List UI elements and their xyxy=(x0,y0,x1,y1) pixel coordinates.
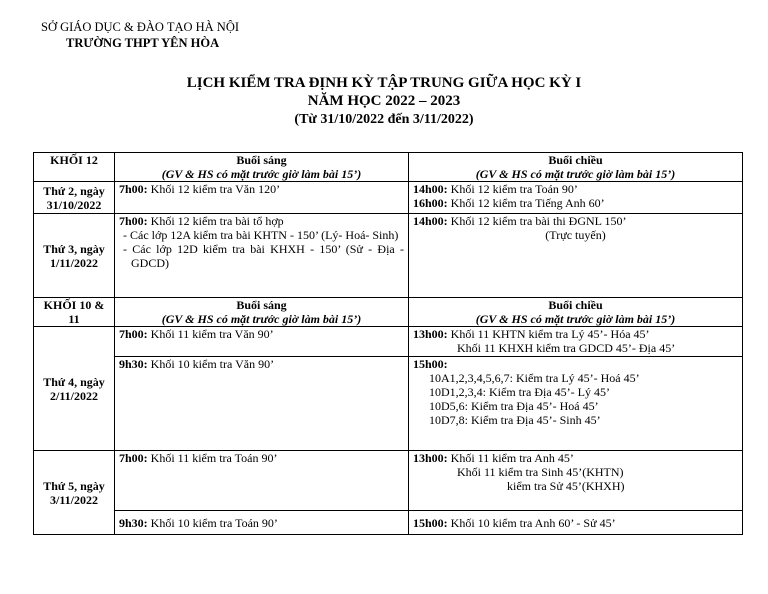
exam-text: Khối 12 kiểm tra bài thi ĐGNL 150’ xyxy=(447,214,627,228)
exam-bullet: - Các lớp 12A kiểm tra bài KHTN - 150’ (Lý- Hoá- Sinh) xyxy=(123,228,399,242)
exam-text: Khối 11 KHTN kiểm tra Lý 45’- Hóa 45’ xyxy=(447,327,650,341)
time-label: 15h00: xyxy=(413,515,448,530)
exam-schedule-table xyxy=(33,152,743,535)
row-wednesday-2 xyxy=(34,357,743,451)
morning-note: (GV & HS có mặt trước giờ làm bài 15’) xyxy=(161,312,362,326)
department-name: SỞ GIÁO DỤC & ĐÀO TẠO HÀ NỘI xyxy=(41,20,240,34)
day-thursday: Thứ 5, ngày 3/11/2022 xyxy=(34,451,115,535)
morning-label: Buổi sáng xyxy=(236,298,287,312)
time-label: 16h00: xyxy=(413,196,448,210)
exam-text: Khối 11 kiểm tra Toán 90’ xyxy=(147,451,278,465)
thursday-morning-2 xyxy=(115,511,409,535)
row-monday xyxy=(34,182,743,214)
grade10-11-label xyxy=(34,298,115,327)
row-tuesday xyxy=(34,214,743,298)
document-title: LỊCH KIỂM TRA ĐỊNH KỲ TẬP TRUNG GIỮA HỌC KỲ I xyxy=(186,75,582,91)
day-wednesday: Thứ 4, ngày 2/11/2022 xyxy=(34,327,115,451)
morning-label: Buổi sáng xyxy=(236,153,287,167)
exam-note: (Trực tuyến) xyxy=(545,228,606,242)
header-row-grade12 xyxy=(34,153,743,182)
grade12-label xyxy=(34,153,115,182)
time-label: 14h00: xyxy=(413,182,448,196)
school-year: NĂM HỌC 2022 – 2023 xyxy=(307,93,461,109)
afternoon-header xyxy=(409,298,743,327)
day-monday: Thứ 2, ngày 31/10/2022 xyxy=(34,182,115,214)
wednesday-morning-1 xyxy=(115,327,409,357)
morning-note: (GV & HS có mặt trước giờ làm bài 15’) xyxy=(161,167,362,181)
time-label: 13h00: xyxy=(413,451,448,465)
date-range: (Từ 31/10/2022 đến 3/11/2022) xyxy=(294,112,474,127)
time-label: 7h00: xyxy=(119,451,148,465)
afternoon-note: (GV & HS có mặt trước giờ làm bài 15’) xyxy=(475,167,676,181)
class-group-line: 10D5,6: Kiểm tra Địa 45’- Hoá 45’ xyxy=(429,399,599,413)
thursday-afternoon-1 xyxy=(409,451,743,511)
exam-text: Khối 10 kiểm tra Văn 90’ xyxy=(147,357,275,371)
time-label: 15h00: xyxy=(413,357,448,371)
wednesday-morning-2 xyxy=(115,357,409,451)
time-label: 14h00: xyxy=(413,214,448,228)
row-thursday-1 xyxy=(34,451,743,511)
tuesday-afternoon xyxy=(409,214,743,298)
school-name: TRƯỜNG THPT YÊN HÒA xyxy=(66,36,220,50)
exam-text: Khối 10 kiểm tra Anh 60’ - Sử 45’ xyxy=(447,515,616,530)
time-label: 7h00: xyxy=(119,327,148,341)
monday-morning xyxy=(115,182,409,214)
exam-text: Khối 10 kiểm tra Toán 90’ xyxy=(147,515,278,530)
afternoon-header xyxy=(409,153,743,182)
day-tuesday: Thứ 3, ngày 1/11/2022 xyxy=(34,214,115,298)
wednesday-afternoon-2 xyxy=(409,357,743,451)
exam-text: Khối 11 kiểm tra Anh 45’ xyxy=(447,451,574,465)
exam-text: Khối 11 KHXH kiểm tra GDCD 45’- Địa 45’ xyxy=(457,341,676,355)
morning-header xyxy=(115,153,409,182)
exam-bullet: - Các lớp 12D kiểm tra bài KHXH - 150’ (Sử - Địa - GDCD) xyxy=(123,242,404,270)
exam-text: kiểm tra Sử 45’(KHXH) xyxy=(507,479,625,493)
afternoon-label: Buổi chiều xyxy=(548,153,603,167)
exam-text: Khối 11 kiểm tra Văn 90’ xyxy=(147,327,274,341)
exam-text: Khối 12 kiểm tra bài tổ hợp xyxy=(147,214,284,228)
class-group-line: 10D1,2,3,4: Kiểm tra Địa 45’- Lý 45’ xyxy=(429,385,610,399)
row-thursday-2 xyxy=(34,511,743,535)
thursday-afternoon-2 xyxy=(409,511,743,535)
grade-label: KHỐI 12 xyxy=(50,153,98,167)
exam-text: Khối 12 kiểm tra Văn 120’ xyxy=(147,182,281,196)
afternoon-label: Buổi chiều xyxy=(548,298,603,312)
class-group-line: 10A1,2,3,4,5,6,7: Kiểm tra Lý 45’- Hoá 45’ xyxy=(429,371,640,385)
header-row-grade10-11 xyxy=(34,298,743,327)
monday-afternoon xyxy=(409,182,743,214)
exam-text: Khối 12 kiểm tra Tiếng Anh 60’ xyxy=(447,196,605,210)
exam-text: Khối 12 kiểm tra Toán 90’ xyxy=(447,182,578,196)
time-label: 9h30: xyxy=(119,515,148,530)
class-group-line: 10D7,8: Kiểm tra Địa 45’- Sinh 45’ xyxy=(429,413,601,427)
time-label: 13h00: xyxy=(413,327,448,341)
exam-text: Khối 11 kiểm tra Sinh 45’(KHTN) xyxy=(457,465,624,479)
afternoon-note: (GV & HS có mặt trước giờ làm bài 15’) xyxy=(475,312,676,326)
thursday-morning-1 xyxy=(115,451,409,511)
time-label: 7h00: xyxy=(119,182,148,196)
tuesday-morning xyxy=(115,214,409,298)
time-label: 7h00: xyxy=(119,214,148,228)
morning-header xyxy=(115,298,409,327)
grade-label: KHỐI 10 & 11 xyxy=(43,298,105,326)
time-label: 9h30: xyxy=(119,357,148,371)
row-wednesday-1 xyxy=(34,327,743,357)
wednesday-afternoon-1 xyxy=(409,327,743,357)
